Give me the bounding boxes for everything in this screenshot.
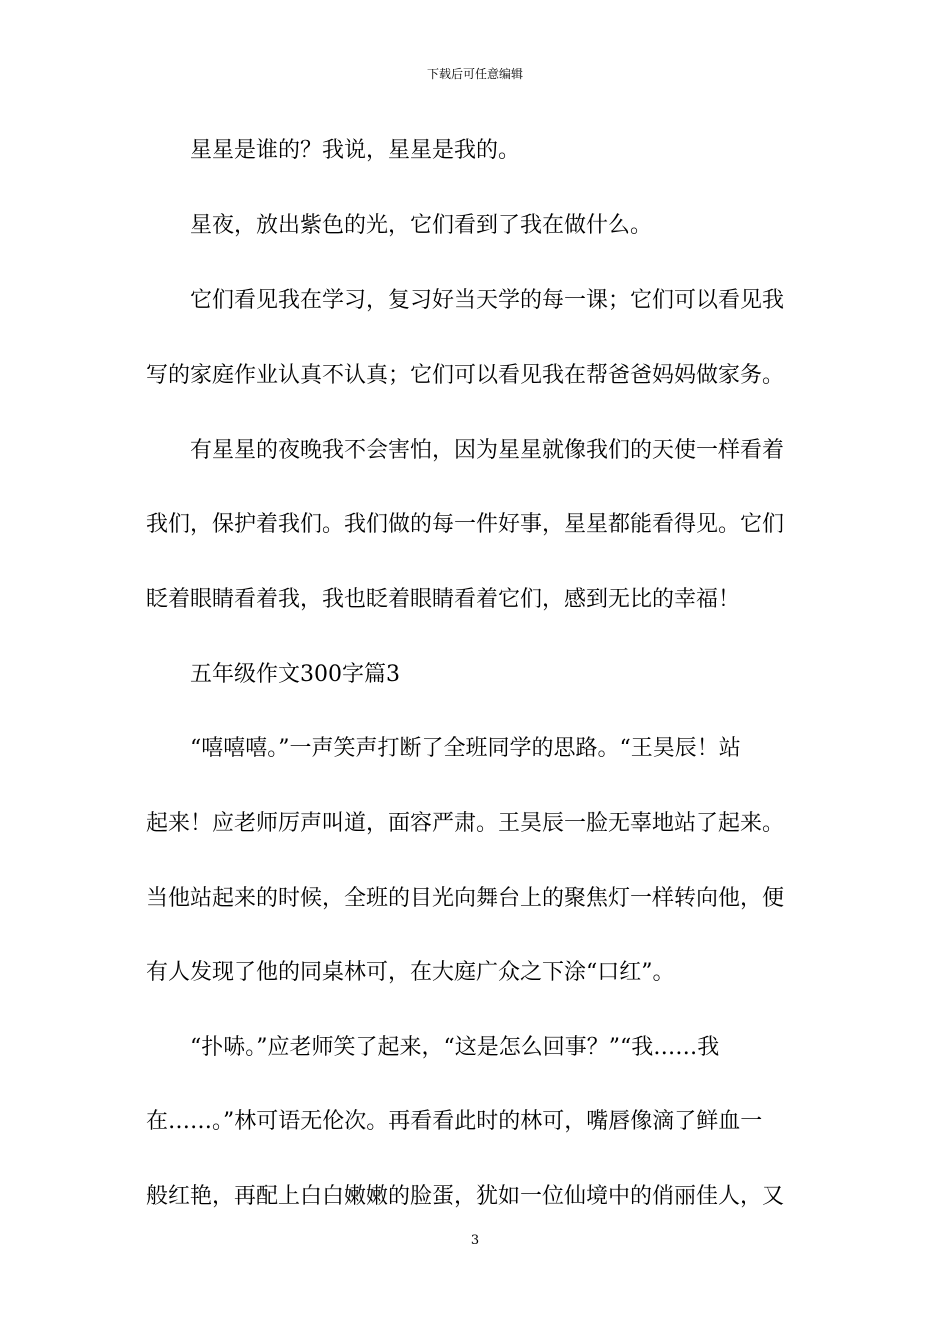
text-line: 星夜，放出紫色的光，它们看到了我在做什么。 <box>190 213 653 238</box>
text-line: 当他站起来的时候，全班的目光向舞台上的聚焦灯一样转向他，便 <box>146 886 785 911</box>
page-number: 3 <box>470 1233 480 1248</box>
page-header: 下载后可任意编辑 <box>426 67 523 81</box>
text-line: 有人发现了他的同桌林可，在大庭广众之下涂“口红”。 <box>146 960 675 985</box>
text-line: 起来！应老师厉声叫道，面容严肃。王昊辰一脸无辜地站了起来。 <box>146 811 785 836</box>
text-line: 有星星的夜晚我不会害怕，因为星星就像我们的天使一样看着 <box>190 438 785 463</box>
text-line: 般红艳，再配上白白嫩嫩的脸蛋，犹如一位仙境中的俏丽佳人，又 <box>146 1184 785 1209</box>
text-line: 写的家庭作业认真不认真；它们可以看见我在帮爸爸妈妈做家务。 <box>146 363 785 388</box>
text-line: 星星是谁的？我说，星星是我的。 <box>190 138 521 163</box>
text-line: “扑哧。”应老师笑了起来，“这是怎么回事？”“我……我 <box>190 1035 720 1060</box>
text-line: 眨着眼睛看着我，我也眨着眼睛看着它们，感到无比的幸福！ <box>146 587 741 612</box>
text-line: 它们看见我在学习，复习好当天学的每一课；它们可以看见我 <box>190 288 785 313</box>
section-heading: 五年级作文300字篇3 <box>190 662 400 687</box>
text-line: 在……。”林可语无伦次。再看看此时的林可，嘴唇像滴了鲜血一 <box>146 1109 763 1134</box>
text-line: “嘻嘻嘻。”一声笑声打断了全班同学的思路。“王昊辰！站 <box>190 736 741 761</box>
text-line: 我们，保护着我们。我们做的每一件好事，星星都能看得见。它们 <box>146 512 785 537</box>
